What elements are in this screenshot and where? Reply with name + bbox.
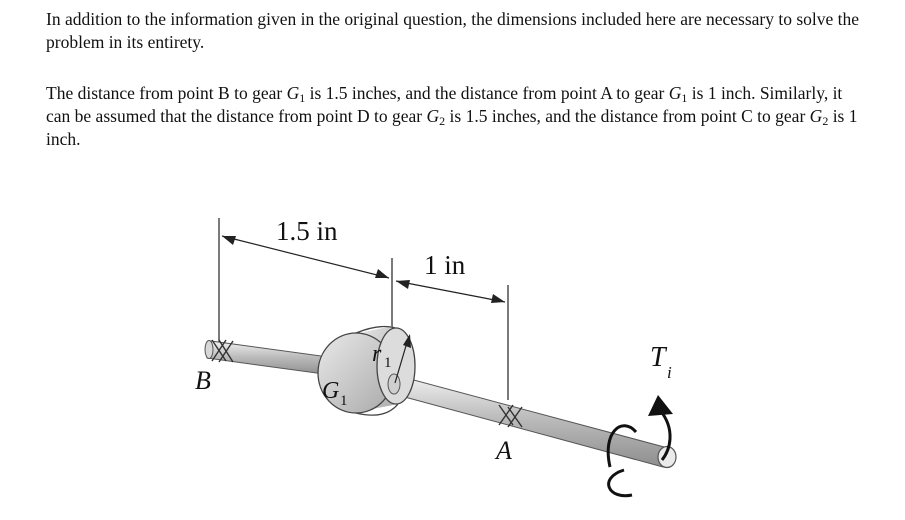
dimension-line-1in [396, 281, 505, 302]
para2-text-5: is 1 inch. [46, 106, 858, 149]
torque-label-t-sub: i [667, 363, 672, 382]
gear-g2-ref: $G_2$ [809, 106, 829, 128]
para2-text-1: The distance from point B to gear [46, 83, 287, 103]
gear-label-g: G [322, 378, 340, 404]
gear-g2-ref: $G_2$ [426, 106, 446, 128]
dimension-arrowhead [222, 236, 236, 245]
torque-label-t: T [650, 342, 666, 373]
point-label-a: A [496, 436, 512, 465]
dimension-arrowhead [375, 269, 389, 278]
dimension-arrowhead [396, 280, 410, 289]
shaft-left [207, 341, 336, 375]
para2-text-3: is 1 inch. Similarly, it can be assumed that the distance from point D to gear [46, 83, 843, 126]
shaft-end-b [205, 341, 213, 359]
gear-g1-ref: $G_1$ [668, 83, 688, 105]
dimension-label-1-5in: 1.5 in [276, 216, 338, 246]
para2-text-4: is 1.5 inches, and the distance from point C to gear [445, 106, 810, 126]
intro-paragraph: In addition to the information given in the original question, the dimensions included here are necessary to solve the problem in its entirety. [46, 9, 860, 52]
point-label-b: B [195, 366, 211, 395]
dimension-arrowhead [491, 294, 505, 303]
gear-label-g-sub: 1 [340, 393, 348, 409]
shaft-right [390, 375, 668, 467]
para2-text-2: is 1.5 inches, and the distance from point A to gear [305, 83, 669, 103]
radius-label-r-sub: 1 [384, 355, 392, 371]
dimension-label-1in: 1 in [424, 250, 466, 280]
radius-label-r: r [372, 341, 382, 367]
gear-g1-ref: $G_1$ [286, 83, 306, 105]
